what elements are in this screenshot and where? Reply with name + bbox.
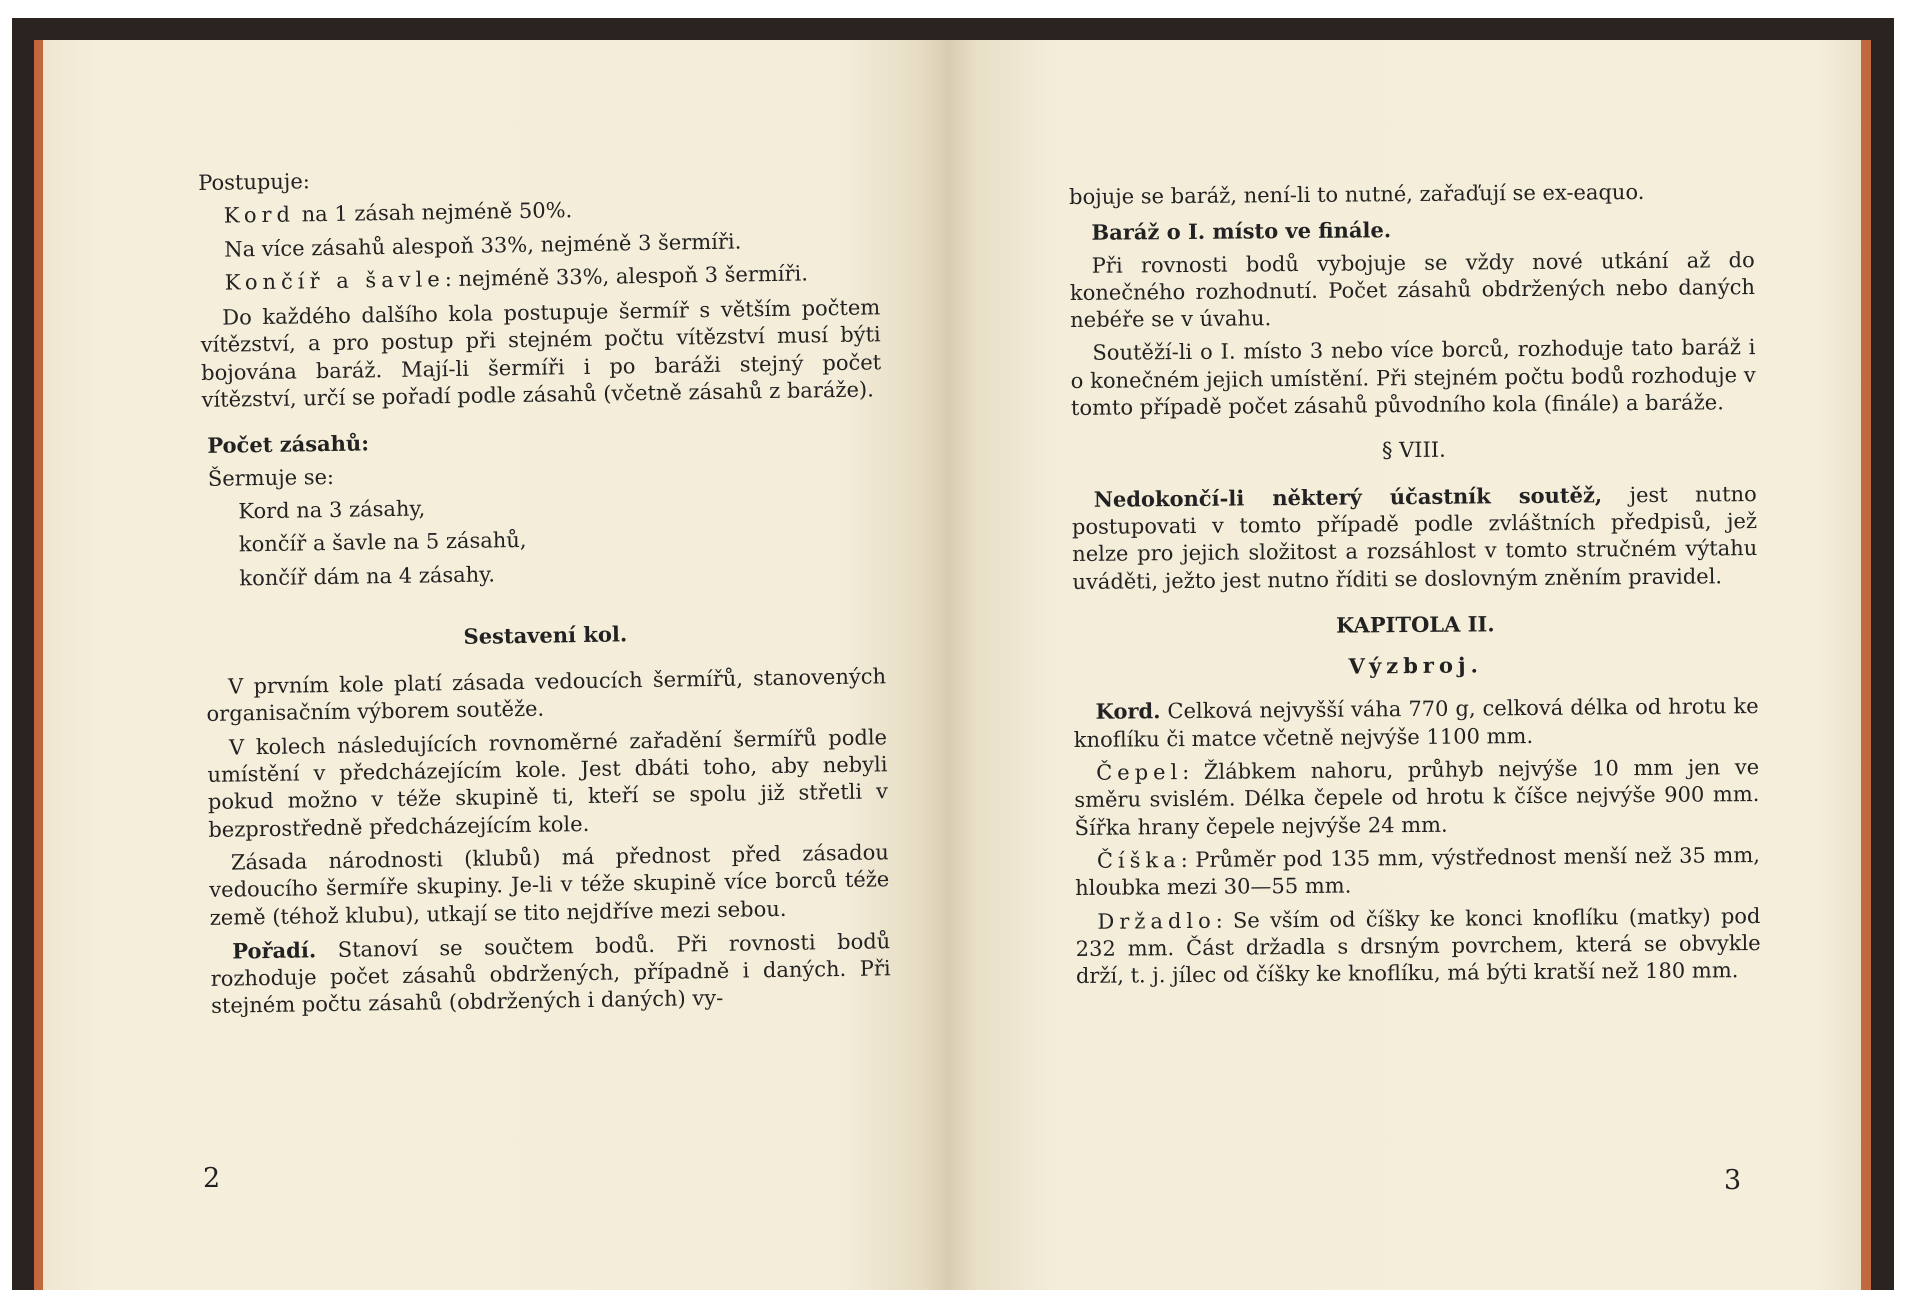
nedokonci-lead: Nedokončí-li některý účastník soutěž, [1093,482,1603,512]
poradi-lead: Pořadí. [232,937,317,964]
koncir-rest: : nejméně 33%, alespoň 3 šermíři. [444,261,809,292]
zasada-narodnosti-paragraph: Zásada národnosti (klubů) má přednost před zásadou vedoucího šermíře skupiny. Je-li v téže skupině více borců téže země (téhož klubu), utkají se tito nejdříve mezi sebou. [209,840,890,930]
ciska-rest: : Průměr pod 135 mm, výstřednost menší než 35 mm, hloubka mezi 30—55 mm. [1075,842,1760,901]
nedokonci-rest: jest nutno postupovati v tomto případě podle zvláštních předpisů, jež nelze pro jejich složitost a rozsáhlost v tomto stručném výtahu uváděti, ježto jest nutno říditi se doslovným zněním pravidel. [1071,481,1758,594]
kord-spec: Celková nejvyšší váha 770 g, celková délka od hrotu ke knoflíku či matce včetně nejvýše 1100 mm. [1073,694,1759,752]
drzadlo-word: Držadlo [1097,908,1216,934]
koncir-dam-4-zasahy: končíř dám na 4 zásahy. [239,561,496,590]
page-number-left: 2 [203,1163,221,1194]
cepel-rest: : Žlábkem nahoru, průhyb nejvýše 10 mm jen ve směru svislém. Délka čepele od hrotu k číšce nejvýše 900 mm. Šířka hrany čepele nejvýše 24 mm. [1074,755,1760,840]
pocet-zasahu-heading: Počet zásahů: [207,430,370,459]
soutezi-li-paragraph: Soutěží-li o I. místo 3 nebo více borců, rozhoduje tato baráž i o konečném jejich umístění. Při stejném počtu bodů rozhoduje v tomto případě počet zásahů původního kola (finále) a baráže. [1070,335,1756,421]
drzadlo-rest: : Se vším od číšky ke konci knoflíku (matky) pod 232 mm. Část držadla s drsným povrchem, která se obvykle drží, t. j. jílec od číšky ke knoflíku, má býti kratší než 180 mm. [1075,903,1761,989]
poradi-paragraph [210,927,891,1021]
koncir-5-zasahu: končíř a šavle na 5 zásahů, [238,528,527,557]
poradi-rest: Stanoví se součtem bodů. Při rovnosti bodů rozhoduje počet zásahů obdržených, případně i daných. Při stejném počtu zásahů (obdržených i daných) vy- [210,929,891,1019]
kapitola-heading: KAPITOLA II. [1335,611,1495,638]
postupuje-label: Postupuje: [198,169,311,195]
drzadlo-paragraph [1075,903,1761,991]
page-number-right: 3 [1724,1165,1742,1196]
v-prvnim-kole-paragraph: V prvním kole platí zásada vedoucích šermířů, stanovených organisačním výborem soutěže. [206,664,887,727]
bojuje-se-line: bojuje se baráž, není-li to nutné, zařaďují se ex-eaquo. [1069,179,1645,209]
kord-line [199,193,879,231]
left-page [34,40,949,1290]
right-page [949,40,1871,1290]
kord-rest: na 1 zásah nejméně 50%. [294,198,573,227]
ciska-paragraph [1075,842,1760,903]
sermuje-se: Šermuje se: [207,464,335,491]
cepel-paragraph [1074,754,1760,842]
pri-rovnosti-paragraph: Při rovnosti bodů vybojuje se vždy nové utkání až do konečného rozhodnutí. Počet zásahů obdržených nebo daných nebéře se v úvahu. [1069,247,1756,333]
ciska-word: Číška [1096,847,1181,873]
koncir-word: Končíř a šavle [224,267,445,295]
kord-lead: Kord. [1095,698,1161,725]
kord-3-zasahy: Kord na 3 zásahy, [238,496,426,524]
kord-paragraph [1073,692,1758,754]
sestaveni-heading: Sestavení kol. [463,621,628,649]
do-kazdeho-paragraph: Do každého dalšího kola postupuje šermíř s větším počtem vítězství, a pro postup při stejném počtu vítězství musí býti bojována baráž. Mají-li šermíři i po baráži stejný počet vítězství, určí se pořadí podle zásahů (včetně zásahů z baráže). [200,295,882,413]
nedokonci-paragraph [1072,480,1758,596]
cepel-word: Čepel [1096,760,1183,785]
left-page-text [198,159,891,1026]
koncir-line [200,259,880,297]
right-page-text [1069,178,1761,996]
vyzbroj-heading: Výzbroj. [1348,652,1483,679]
kord-word: Kord [223,202,296,228]
vice-zasahu-line: Na více zásahů alespoň 33%, nejméně 3 šermíři. [224,229,742,262]
scan-background [12,18,1894,1290]
v-kolech-paragraph: V kolech následujících rovnoměrné zařadění šermířů podle umístění v předcházejícím kole. Jest dbáti toho, aby nebyli pokud možno v téže skupině ti, kteří se spolu již střetli v bezprostředně předcházejícím kole. [207,724,889,842]
baraz-heading: Baráž o I. místo ve finále. [1091,217,1392,246]
section-viii: § VIII. [1381,438,1446,463]
